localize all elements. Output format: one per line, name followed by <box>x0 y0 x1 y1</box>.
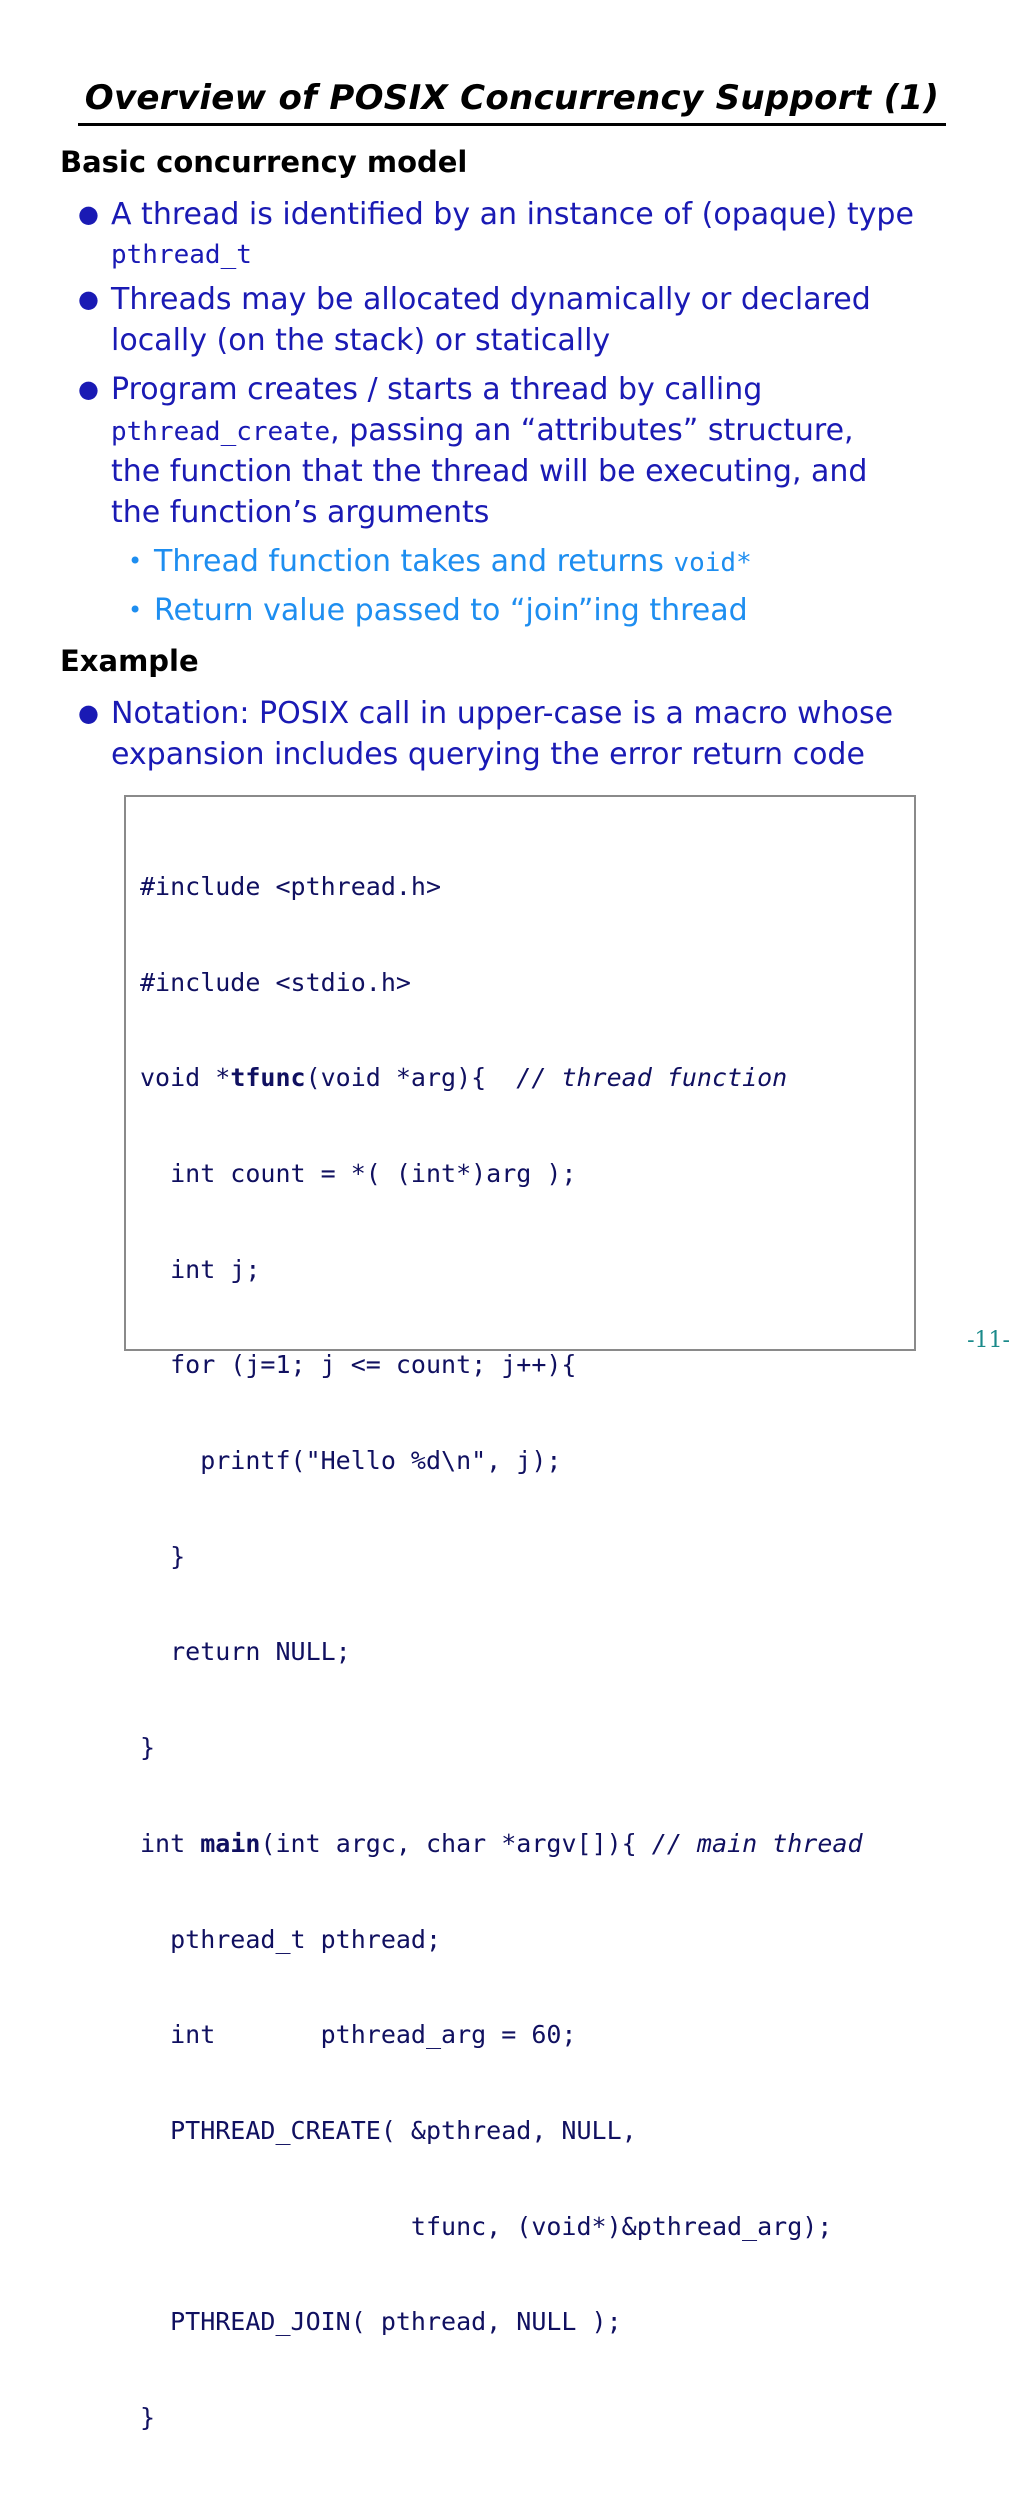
sub-bullet-text: Return value passed to “join”ing thread <box>154 593 748 628</box>
code-line: #include <stdio.h> <box>140 967 411 997</box>
sub-bullet-code-void-ptr: void* <box>673 548 752 578</box>
code-line: void *tfunc(void *arg){ // thread function <box>140 1063 788 1093</box>
code-comment: // main thread <box>651 1828 863 1858</box>
bullet-code-pthread-create: pthread_create <box>111 417 331 447</box>
code-listing <box>140 807 863 2498</box>
code-comment: // thread function <box>516 1063 788 1093</box>
bullet-text-line-1: Threads may be allocated dynamically or declared <box>111 282 871 317</box>
code-line: } <box>140 2403 156 2433</box>
code-function-name-main: main <box>200 1828 261 1858</box>
bullet-text-after-code: , passing an “attributes” structure, <box>330 413 854 448</box>
section-heading-example: Example <box>60 644 199 678</box>
code-line: } <box>140 1541 186 1571</box>
bullet-text-line-1: Program creates / starts a thread by calling <box>111 372 763 407</box>
code-line: return NULL; <box>140 1637 351 1667</box>
bullet-dot-icon: ● <box>78 285 99 313</box>
title-underline <box>78 123 946 126</box>
code-line: int main(int argc, char *argv[]){ // main thread <box>140 1828 863 1858</box>
code-line: int pthread_arg = 60; <box>140 2020 577 2050</box>
code-line: int j; <box>140 1254 261 1284</box>
bullet-text: A thread is identified by an instance of (opaque) type <box>111 197 914 232</box>
sub-bullet-dot-icon: • <box>128 547 143 575</box>
code-line: printf("Hello %d\n", j); <box>140 1446 562 1476</box>
sub-bullet-text: Thread function takes and returns void* <box>154 544 752 579</box>
bullet-text-line-4: the function’s arguments <box>111 495 490 530</box>
bullet-text-line-3: the function that the thread will be executing, and <box>111 454 868 489</box>
code-line: PTHREAD_CREATE( &pthread, NULL, <box>140 2115 637 2145</box>
bullet-code-pthread-t: pthread_t <box>111 240 252 270</box>
code-line: int count = *( (int*)arg ); <box>140 1158 577 1188</box>
bullet-dot-icon: ● <box>78 699 99 727</box>
bullet-text-line-2: locally (on the stack) or statically <box>111 323 611 358</box>
code-example-box <box>124 795 916 2433</box>
bullet-text-line-1: Notation: POSIX call in upper-case is a macro whose <box>111 696 894 731</box>
bullet-dot-icon: ● <box>78 200 99 228</box>
code-line: for (j=1; j <= count; j++){ <box>140 1350 577 1380</box>
bullet-text-line-2: expansion includes querying the error return code <box>111 737 865 772</box>
code-line: tfunc, (void*)&pthread_arg); <box>140 2211 833 2241</box>
bullet-text-line-2 <box>111 410 854 453</box>
code-line: } <box>140 1733 156 1763</box>
code-line: #include <pthread.h> <box>140 871 442 901</box>
sub-bullet-dot-icon: • <box>128 596 143 624</box>
section-heading-basic-model: Basic concurrency model <box>60 145 468 179</box>
code-line: pthread_t pthread; <box>140 1924 442 1954</box>
code-function-name-tfunc: tfunc <box>230 1063 306 1093</box>
page-number: -11- <box>967 1328 1010 1353</box>
bullet-dot-icon: ● <box>78 375 99 403</box>
slide-title: Overview of POSIX Concurrency Support (1) <box>84 78 940 118</box>
code-line: PTHREAD_JOIN( pthread, NULL ); <box>140 2307 622 2337</box>
